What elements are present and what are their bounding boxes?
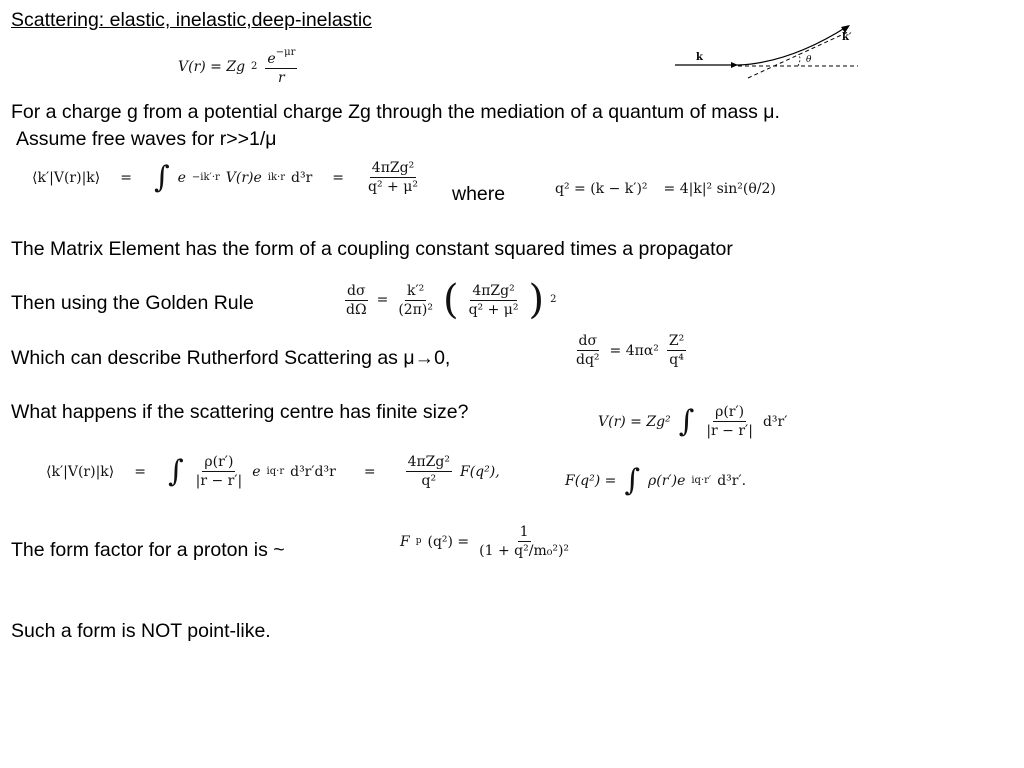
scattered-trajectory bbox=[738, 26, 848, 65]
finite-matrix-element-equation: ⟨k′|V(r)|k⟩ = ∫ $\frac{\rho(r')}{|r - r'|}$ e iq·r d³r′d³r = $\frac{\text{4πZg²}}{\text{q²}}$ F(q²), bbox=[46, 453, 500, 489]
matrix-element-equation: ⟨k′|V(r)|k⟩ = ∫ e −ik′·r V(r)e ik·r d³r = $\frac{\text{4πZg²}}{\text{q² + μ²}}$ bbox=[32, 159, 418, 195]
text-finite-size-question: What happens if the scattering centre has finite size? bbox=[11, 401, 469, 423]
kprime-label: k′ bbox=[842, 32, 852, 43]
form-factor-definition-equation: F(q²) = ∫ ρ(r′)e iq·r′ d³r′. bbox=[565, 463, 747, 498]
yukawa-potential-equation: V(r) = Zg 2 $\frac{e^{-\mu r}}{r}$ bbox=[178, 47, 296, 86]
text-golden-rule: Then using the Golden Rule bbox=[11, 292, 254, 314]
page-title: Scattering: elastic, inelastic,deep-inelastic bbox=[11, 9, 372, 31]
text-charge-mediation: For a charge g from a potential charge Zg through the mediation of a quantum of mass μ. bbox=[11, 101, 780, 123]
text-free-waves: Assume free waves for r>>1/μ bbox=[16, 128, 277, 150]
text-matrix-element-form: The Matrix Element has the form of a coupling constant squared times a propagator bbox=[11, 238, 733, 260]
text-rutherford: Which can describe Rutherford Scattering as μ→0, bbox=[11, 347, 451, 369]
rutherford-equation: $\frac{d\sigma}{\text{dq²}}$ = 4πα² $\frac{\text{Z²}}{\text{q⁴}}$ bbox=[576, 333, 685, 368]
proton-form-factor-equation: F p (q²) = $\frac{1}{\text{(1 + q²/m₀²)²}}$ bbox=[400, 524, 570, 559]
text-not-point-like: Such a form is NOT point-like. bbox=[11, 620, 271, 642]
text-where: where bbox=[452, 183, 506, 205]
theta-label: θ bbox=[806, 55, 812, 65]
k-label: k bbox=[696, 52, 703, 63]
golden-rule-equation: $\frac{d\sigma}{d\Omega}$ = $\frac{\text{k′²}}{\text{(2π)²}}$ ( $\frac{\text{4πZg²}}{\text{q² + μ²}}$ ) 2 bbox=[346, 277, 557, 323]
angle-arc bbox=[798, 54, 800, 66]
text-proton-form-factor: The form factor for a proton is ~ bbox=[11, 539, 285, 561]
arrow-head-icon bbox=[731, 62, 738, 68]
scattering-diagram bbox=[670, 18, 870, 86]
momentum-transfer-equation: q² = (k − k′)² = 4|k|² sin²(θ/2) bbox=[555, 181, 776, 197]
finite-potential-equation: V(r) = Zg² ∫ $\frac{\rho(r')}{|r - r'|}$ d³r′ bbox=[598, 403, 788, 439]
tangent-dashed-line bbox=[748, 32, 848, 78]
